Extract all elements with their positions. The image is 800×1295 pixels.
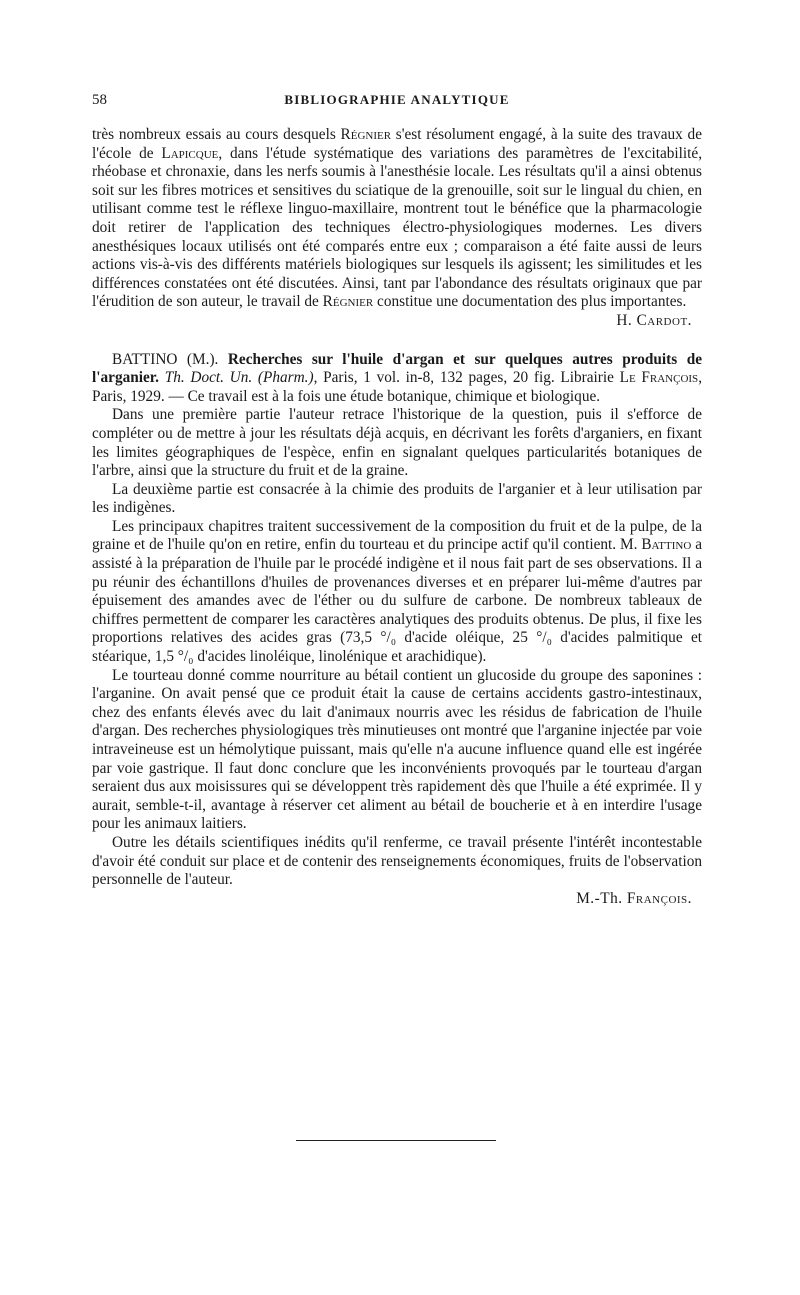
entry-imprint: , Paris, 1929. — Ce travail est à la fois une étude botanique, chimique et biologique. — [92, 369, 703, 405]
text-run: Les principaux chapitres traitent successivement de la composition du fruit et de la pulpe, de la graine et de l'huile qu'on en retire, enfin du tourteau et du principe actif qu'il contient. M. — [92, 517, 702, 554]
entry-title: Recherches sur l'huile d'argan et sur quelques autres produits de l'arganier. — [92, 350, 702, 387]
signature-name: Cardot. — [636, 311, 692, 329]
author-name: Régnier — [340, 126, 392, 143]
author-name: Lapicque — [161, 144, 219, 162]
paragraph-part-one: Dans une première partie l'auteur retrace l'historique de la question, puis il s'efforce de compléter ou de mettre à jour les résultats déjà acquis, en décrivant les forêts d'arganiers, en fixant les limites géographiques de l'espèce, enfin en signalant quelques particularités botaniques de l'arbre, ainsi que la structure du fruit et de la graine. — [92, 406, 702, 480]
section-divider — [296, 1140, 496, 1141]
signature-initial: H. — [616, 311, 637, 329]
author-name: Battino — [641, 536, 692, 554]
reviewer-signature — [92, 890, 692, 909]
text-run: constitue une documentation des plus importantes. — [373, 293, 687, 311]
text-run: a assisté à la préparation de l'huile par le procédé indigène et il nous fait part de ses observations. Il a pu réunir des échantillons d'huiles de provenances diverses et en préparer lui-même d'autres par épuisement des amandes avec de l'éther ou du sulfure de carbone. De nombreux tableaux de chiffres permettent de comparer les caractères analytiques des produits obtenus. De plus, il fixe les proportions relatives des acides gras (73,5 °/₀ d'acide oléique, 25 °/₀ d'acides palmitique et stéarique, 1,5 °/₀ d'acides linoléique, linolénique et arachidique). — [92, 536, 702, 666]
running-head — [92, 92, 702, 112]
section-gap — [92, 331, 702, 351]
text-run: très nombreux essais au cours desquels — [92, 126, 341, 143]
entry-author: BATTINO (M.). — [112, 350, 228, 368]
entry-publisher: Le François — [619, 369, 699, 387]
body-text — [92, 126, 702, 908]
author-name: Régnier — [322, 293, 374, 311]
paragraph-chapters — [92, 518, 702, 667]
paragraph-conclusion: Outre les détails scientifiques inédits qu'il renferme, ce travail présente l'intérêt incontestable d'avoir été conduit sur place et de contenir des renseignements économiques, fruits de l'observation personnelle de l'auteur. — [92, 833, 702, 889]
text-run: s'est résolument engagé, à la suite des travaux de l'école de — [92, 126, 702, 162]
signature-initial: M.-Th. — [576, 889, 627, 907]
bibliographic-entry — [92, 351, 702, 407]
paragraph-part-two: La deuxième partie est consacrée à la chimie des produits de l'arganier et à leur utilisation par les indigènes. — [92, 480, 702, 517]
paragraph-tourteau: Le tourteau donné comme nourriture au bétail contient un glucoside du groupe des saponines : l'arganine. On avait pensé que ce produit était la cause de certains accidents gastro-intestinaux, chez des enfants élevés avec du lait d'animaux nourris avec les résidus de fabrication de l'huile d'argan. Des recherches physiologiques très minutieuses ont montré que l'arganine injectée par voie intraveineuse est un hémolytique puissant, mais qu'elle n'a aucune influence quand elle est ingérée par voie gastrique. Il faut donc conclure que les inconvénients provoqués par le tourteau d'argan seraient dus aux moisissures qui se développent très rapidement dès que l'huile a été exprimée. Il y aurait, semble-t-il, avantage à réserver cet aliment au bétail de boucherie et à en interdire l'usage pour les animaux laitiers. — [92, 666, 702, 833]
entry-degree: Th. Doct. Un. (Pharm.) — [164, 369, 314, 387]
entry-imprint: , Paris, 1 vol. in-8, 132 pages, 20 fig. Librairie — [313, 369, 620, 387]
text-run: , dans l'étude systématique des variations des paramètres de l'excitabilité, rhéobase et chronaxie, dans les nerfs soumis à l'anesthésie locale. Les résultats qu'il a ainsi obtenus soit sur les fibres motrices et sensitives du sciatique de la grenouille, soit sur le lingual du chien, en utilisant comme test le réflexe linguo-maxillaire, montrent tout le bénéfice que la pharmacologie doit retirer de l'application des techniques électro-physiologiques modernes. Les divers anesthésiques locaux utilisés ont été comparés entre eux ; comparaison a été faite aussi de leurs actions vis-à-vis des différents matériels biologiques sur lesquels ils agissent; les similitudes et les différences constatées ont été discutées. Ainsi, tant par l'abondance des résultats originaux que par l'érudition de son auteur, le travail de — [92, 144, 703, 311]
signature-name: François. — [626, 889, 692, 907]
reviewer-signature — [92, 312, 692, 331]
running-title: BIBLIOGRAPHIE ANALYTIQUE — [284, 92, 510, 107]
page-number: 58 — [92, 92, 107, 108]
review-continuation-paragraph — [92, 126, 702, 312]
